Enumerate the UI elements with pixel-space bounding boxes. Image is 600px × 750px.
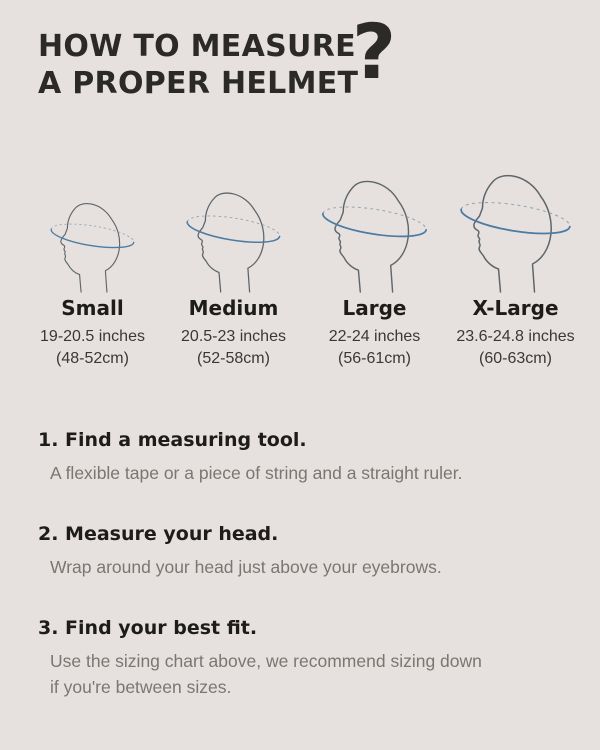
size-label: Medium <box>188 296 279 320</box>
step-heading: 2. Measure your head. <box>38 523 279 545</box>
size-column-xlarge <box>445 162 586 369</box>
size-column-medium <box>163 162 304 369</box>
head-illustration-large-icon <box>304 162 445 294</box>
size-range-inches: 19-20.5 inches <box>40 328 145 345</box>
size-range-inches: 22-24 inches <box>328 328 421 345</box>
head-illustration-xlarge-icon <box>445 162 586 294</box>
question-mark-icon: ? <box>352 7 397 96</box>
step-heading: 1. Find a measuring tool. <box>38 429 307 451</box>
title-line-1: HOW TO MEASURE <box>38 29 356 64</box>
step-body: A flexible tape or a piece of string and a straight ruler. <box>50 463 463 483</box>
page-title <box>38 28 358 102</box>
size-range-cm: (56-61cm) <box>338 350 411 367</box>
step-1 <box>38 428 578 486</box>
instructions <box>38 428 578 736</box>
size-label: Large <box>342 296 407 320</box>
step-body: Wrap around your head just above your eyebrows. <box>50 557 442 577</box>
size-range-inches: 23.6-24.8 inches <box>456 328 575 345</box>
size-range-cm: (52-58cm) <box>197 350 270 367</box>
size-label: Small <box>61 296 124 320</box>
size-chart <box>22 162 586 369</box>
head-illustration-medium-icon <box>163 162 304 294</box>
size-column-small <box>22 162 163 369</box>
step-body: Use the sizing chart above, we recommend sizing down if you're between sizes. <box>50 651 482 697</box>
size-label: X-Large <box>472 296 559 320</box>
size-column-large <box>304 162 445 369</box>
step-3 <box>38 616 578 700</box>
title-line-2: A PROPER HELMET <box>38 66 359 101</box>
step-2 <box>38 522 578 580</box>
head-illustration-small-icon <box>22 162 163 294</box>
size-range-inches: 20.5-23 inches <box>181 328 286 345</box>
size-range-cm: (48-52cm) <box>56 350 129 367</box>
step-heading: 3. Find your best fit. <box>38 617 258 639</box>
size-range-cm: (60-63cm) <box>479 350 552 367</box>
